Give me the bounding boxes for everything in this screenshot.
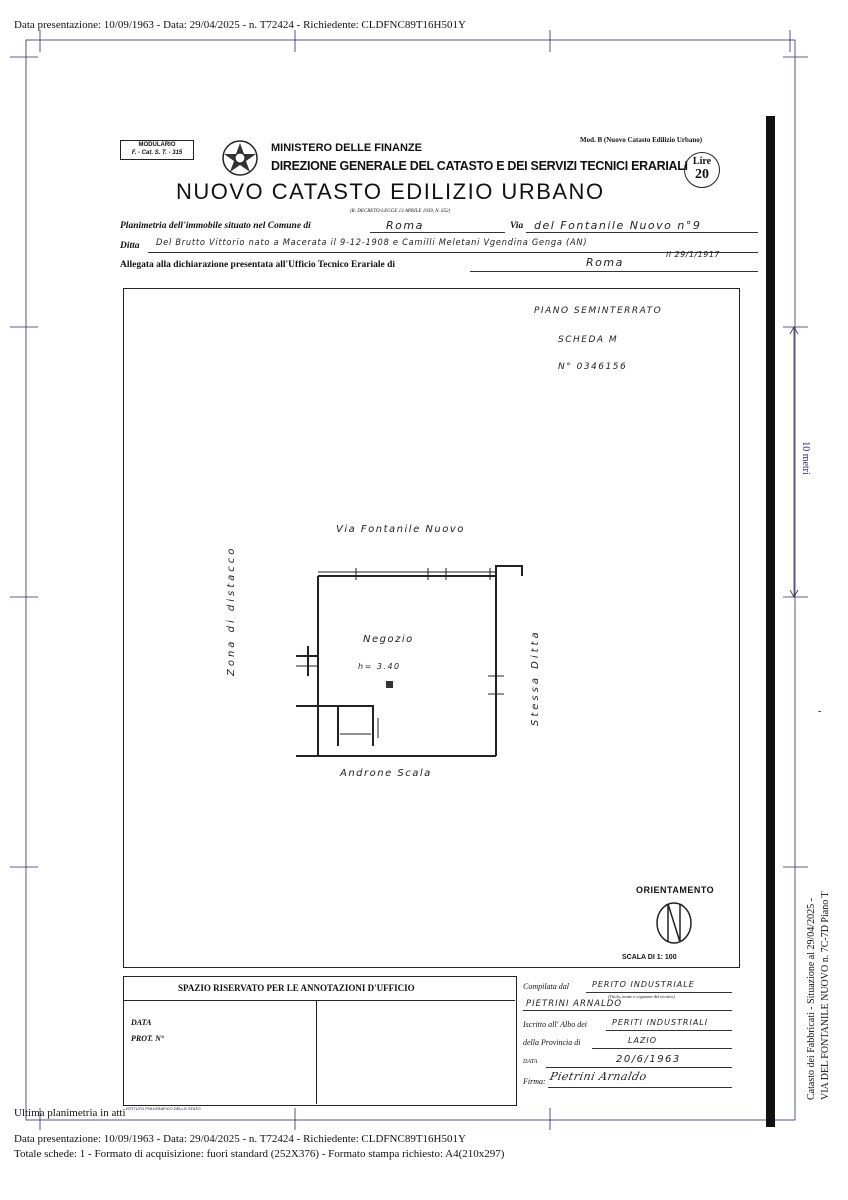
- office-data-label: DATA: [131, 1018, 152, 1027]
- decree: (R. DECRETO-LEGGE 13 APRILE 1939, N. 652): [350, 209, 451, 214]
- tecnico-name: PIETRINI ARNALDO: [526, 999, 623, 1009]
- via-label: Via: [510, 221, 524, 231]
- ditta-value: Del Brutto Vittorio nato a Macerata il 9-12-1908 e Camilli Meletani Vgendina Genga (AN): [156, 238, 588, 248]
- form-title: NUOVO CATASTO EDILIZIO URBANO: [176, 179, 605, 204]
- allegata-city: Roma: [586, 256, 624, 269]
- via-value: del Fontanile Nuovo n°9: [534, 219, 702, 232]
- modulario-box: [120, 140, 194, 160]
- ministry-name: MINISTERO DELLE FINANZE: [271, 142, 422, 154]
- office-title: SPAZIO RISERVATO PER LE ANNOTAZIONI D'UFFICIO: [178, 983, 415, 993]
- iscritto-label: Iscritto all' Albo dei: [523, 1020, 588, 1029]
- printer-label: ISTITUTO POLIGRAFICO DELLO STATO: [126, 1106, 201, 1111]
- right-label: Stessa Ditta: [530, 629, 541, 726]
- mod-b-label: Mod. B (Nuovo Catasto Edilizio Urbano): [580, 136, 703, 144]
- direction-name: DIREZIONE GENERALE DEL CATASTO E DEI SERVIZI TECNICI ERARIALI: [271, 158, 688, 173]
- left-label: Zona di distacco: [226, 545, 237, 676]
- via-underline: [526, 232, 758, 233]
- compilata-note: (Titolo, nome e cognome del tecnico): [608, 994, 675, 999]
- office-box: [123, 976, 517, 1106]
- ultima-planimetria: Ultima planimetria in atti: [14, 1107, 126, 1119]
- tecnico-underline: [523, 1010, 732, 1011]
- office-divider-v: [316, 1000, 317, 1104]
- ditta-label: Ditta: [120, 241, 140, 251]
- piano-label: PIANO SEMINTERRATO: [534, 306, 663, 316]
- floor-plan: [278, 556, 528, 776]
- north-arrow-icon: [654, 900, 694, 946]
- modulario-code: F. - Cat. S. T. - 315: [131, 150, 183, 156]
- provincia-label: della Provincia di: [523, 1038, 581, 1047]
- firma-signature: Pietrini Arnaldo: [548, 1070, 649, 1083]
- footer-line-1: Data presentazione: 10/09/1963 - Data: 29/04/2025 - n. T72424 - Richiedente: CLDFNC89T16H501Y: [14, 1133, 466, 1145]
- room-height: h= 3.40: [358, 662, 401, 671]
- cadastral-form: [98, 116, 765, 1126]
- stamp-lire: Lire: [692, 156, 712, 167]
- bottom-label: Androne Scala: [340, 768, 432, 779]
- firma-label: Firma:: [523, 1077, 546, 1086]
- allegata-label: Allegata alla dichiarazione presentata all'Ufficio Tecnico Erariale di: [120, 260, 396, 270]
- data-value: 20/6/1963: [616, 1054, 681, 1065]
- side-text-2: VIA DEL FONTANILE NUOVO n. 7C-7D Piano T: [820, 891, 831, 1100]
- compilata-data-label: DATA: [523, 1059, 538, 1065]
- comune-value: Roma: [386, 219, 424, 232]
- office-prot-label: PROT. N°: [131, 1034, 165, 1043]
- side-dash: -: [818, 706, 822, 717]
- scale-bar-label: 10 metri: [800, 441, 811, 475]
- comune-label: Planimetria dell'immobile situato nel Comune di: [120, 221, 311, 231]
- provincia-value: LAZIO: [628, 1036, 658, 1045]
- allegata-underline: [470, 271, 758, 272]
- data-underline: [546, 1067, 732, 1068]
- top-header: Data presentazione: 10/09/1963 - Data: 29/04/2025 - n. T72424 - Richiedente: CLDFNC89T16H501Y: [14, 19, 466, 31]
- ditta-date: il 29/1/1917: [666, 250, 721, 259]
- scan-edge: [766, 116, 775, 1127]
- footer-line-2: Totale schede: 1 - Formato di acquisizione: fuori standard (252X376) - Formato stampa richiesto: A4(210x297): [14, 1148, 505, 1160]
- provincia-underline: [592, 1048, 732, 1049]
- firma-underline: [548, 1087, 732, 1088]
- numero-label: N° 0346156: [558, 362, 628, 372]
- scala-label: SCALA DI 1: 100: [622, 954, 677, 961]
- office-divider-h: [123, 1000, 515, 1001]
- iscritto-value: PERITI INDUSTRIALI: [612, 1018, 709, 1027]
- compilata-label: Compilata dal: [523, 982, 570, 991]
- revenue-stamp: [684, 152, 720, 188]
- iscritto-underline: [606, 1030, 732, 1031]
- compilata-value: PERITO INDUSTRIALE: [592, 980, 695, 989]
- scheda-label: SCHEDA M: [558, 335, 619, 345]
- comune-underline: [370, 232, 505, 233]
- stamp-value: 20: [695, 167, 709, 182]
- side-text-1: Catasto dei Fabbricati - Situazione al 29/04/2025 -: [806, 898, 817, 1100]
- compilata-underline: [586, 992, 732, 993]
- street-label: Via Fontanile Nuovo: [336, 524, 465, 535]
- orientamento-label: ORIENTAMENTO: [636, 885, 715, 895]
- modulario-label: MODULARIO: [138, 142, 176, 148]
- room-label: Negozio: [363, 634, 414, 645]
- state-emblem-icon: [220, 138, 260, 178]
